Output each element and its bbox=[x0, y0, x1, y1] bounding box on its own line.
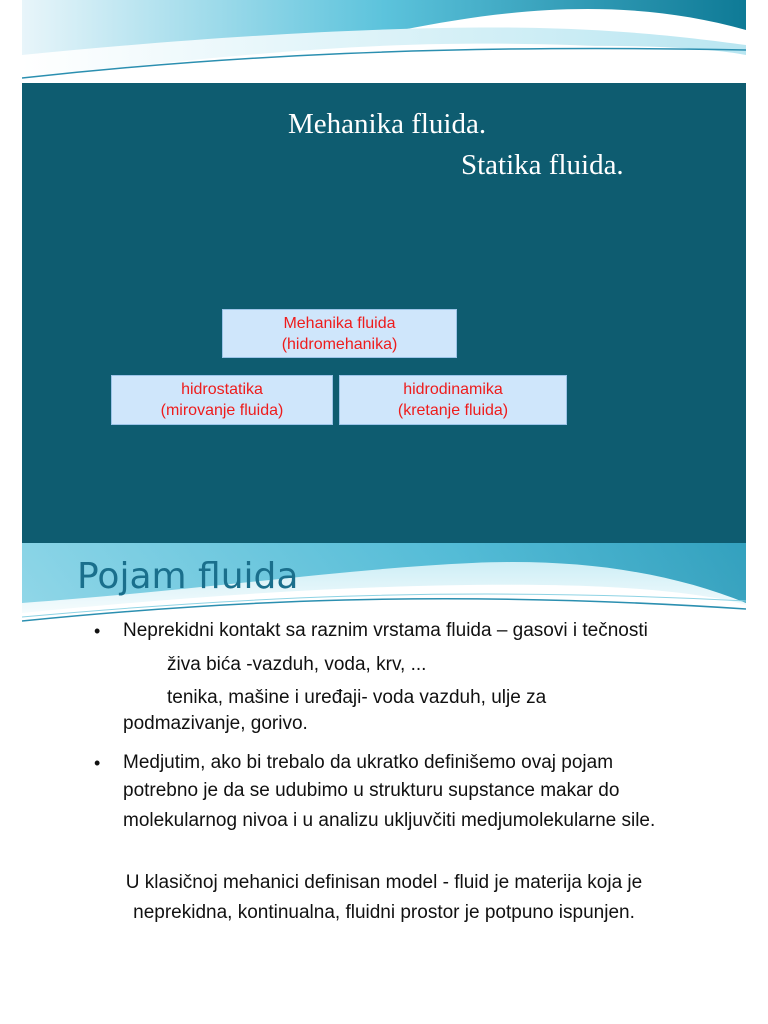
bullet-text-line: molekularnog nivoa i u analizu ukljuvčiti medjumolekularne sile. bbox=[123, 810, 656, 831]
bullet-text-line: Neprekidni kontakt sa raznim vrstama fluida – gasovi i tečnosti bbox=[123, 620, 648, 641]
bullet-marker: • bbox=[94, 621, 101, 641]
slide-title: Pojam fluida bbox=[77, 556, 299, 597]
bullet-text-line: Medjutim, ako bi trebalo da ukratko definišemo ovaj pojam bbox=[123, 752, 614, 773]
diagram-box-title: Mehanika fluida bbox=[283, 314, 396, 332]
diagram-box-title: hidrodinamika bbox=[403, 381, 503, 398]
slide-title-line1: Mehanika fluida. bbox=[288, 108, 487, 140]
slide-title-line2: Statika fluida. bbox=[461, 149, 624, 181]
diagram-box-subtitle: (kretanje fluida) bbox=[397, 402, 509, 419]
conclusion-text-line: neprekidna, kontinualna, fluidni prostor je potpuno ispunjen. bbox=[133, 902, 635, 923]
diagram-box-hidrodinamika bbox=[339, 375, 567, 425]
diagram-box-title: hidrostatika bbox=[181, 381, 263, 398]
bullet-text-line: potrebno je da se udubimo u strukturu supstance makar do bbox=[123, 780, 620, 801]
diagram-box-subtitle: (mirovanje fluida) bbox=[160, 402, 284, 419]
wave-header-decoration bbox=[22, 0, 746, 84]
slide-mehanika-fluida bbox=[22, 83, 746, 543]
diagram-box-hidrostatika bbox=[111, 375, 333, 425]
diagram-box-mehanika-fluida bbox=[222, 309, 457, 358]
conclusion-text-line: U klasičnoj mehanici definisan model - fluid je materija koja je bbox=[125, 872, 643, 893]
bullet-text-line: tenika, mašine i uređaji- voda vazduh, ulje za bbox=[167, 687, 547, 708]
bullet-text-line: živa bića -vazduh, voda, krv, ... bbox=[167, 654, 427, 675]
slide-pojam-fluida bbox=[22, 543, 746, 1024]
bullet-text-line: podmazivanje, gorivo. bbox=[123, 713, 308, 734]
bullet-marker: • bbox=[94, 753, 101, 773]
diagram-box-subtitle: (hidromehanika) bbox=[281, 335, 398, 353]
